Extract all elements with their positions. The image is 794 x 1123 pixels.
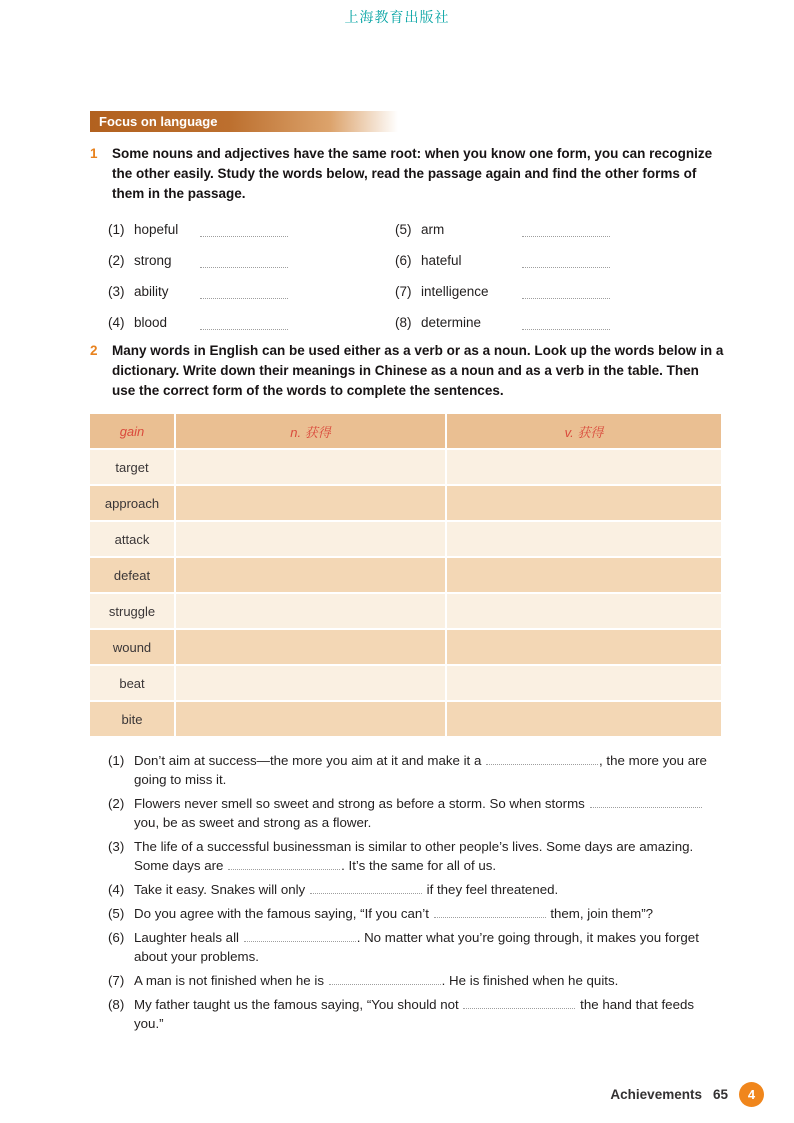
answer-blank [522,224,610,237]
word-item-number: (7) [395,284,412,299]
noun-meaning-cell [176,486,445,520]
sentence-after: . It’s the same for all of us. [341,858,497,873]
sentence-before: Flowers never smell so sweet and strong as before a storm. So when storms [134,796,585,811]
word-item-label: hateful [421,253,462,268]
answer-blank [200,317,288,330]
sentence-after: them, join them”? [550,906,654,921]
noun-meaning-cell [176,522,445,556]
unit-number-badge: 4 [739,1082,764,1107]
answer-blank [200,286,288,299]
sentence-text [134,904,724,923]
publisher-name: 上海教育出版社 [344,10,450,26]
sentence-text [134,995,724,1033]
sentence-text [134,928,724,966]
sentence-number: (1) [108,753,125,768]
sentence-before: Do you agree with the famous saying, “If you can’t [134,906,429,921]
table-header-verb: v. 获得 [447,414,721,448]
word-item-number: (8) [395,315,412,330]
fill-blank [310,883,422,894]
exercise-1-instructions: Some nouns and adjectives have the same root: when you know one form, you can recognize the other easily. Study the words below, read the passage again and find the other forms of them in the passage. [112,146,713,201]
verb-meaning-cell [447,558,721,592]
section-banner-title: Focus on language [99,114,218,129]
word-item-number: (1) [108,222,125,237]
table-word: attack [90,522,174,556]
table-word: approach [90,486,174,520]
word-item-number: (6) [395,253,412,268]
table-header-noun: n. 获得 [176,414,445,448]
sentence-after: . No matter what you’re going through, it makes you forget about your problems. [134,930,699,964]
verb-meaning-cell [447,486,721,520]
sentence-after: . He is finished when he quits. [441,973,619,988]
word-item-8 [395,305,610,336]
exercise-2-number: 2 [90,343,98,358]
exercise-1-number: 1 [90,146,98,161]
fill-blank [590,797,702,808]
word-item-number: (5) [395,222,412,237]
sentence-before: The life of a successful businessman is similar to other people’s lives. Some days are amazing. Some days are [134,839,694,873]
word-item-label: ability [134,284,169,299]
sentence-text [134,794,724,832]
fill-blank [329,974,441,985]
sentence-before: Don’t aim at success—the more you aim at it and make it a [134,753,482,768]
section-banner [90,111,398,132]
sentence-1 [108,751,724,789]
table-word: bite [90,702,174,736]
exercise-2-instructions: Many words in English can be used either as a verb or as a noun. Look up the words below in a dictionary. Write down their meanings in Chinese as a noun and as a verb in the table. Then use the correct form of the words to complete the sentences. [112,343,724,398]
table-word: beat [90,666,174,700]
word-item-label: determine [421,315,482,330]
word-item-3 [108,274,288,305]
word-item-4 [108,305,288,336]
fill-in-sentences [108,751,724,1038]
answer-blank [200,255,288,268]
table-word: wound [90,630,174,664]
noun-meaning-cell [176,666,445,700]
page-footer [610,1082,764,1107]
verb-meaning-cell [447,450,721,484]
word-item-number: (2) [108,253,125,268]
sentence-number: (3) [108,839,125,854]
noun-meaning-cell [176,594,445,628]
word-root-list [108,212,610,336]
word-item-6 [395,243,610,274]
exercise-1 [90,144,724,204]
word-item-7 [395,274,610,305]
sentence-3 [108,837,724,875]
sentence-4 [108,880,724,899]
table-word: defeat [90,558,174,592]
fill-blank [434,907,546,918]
fill-blank [228,859,340,870]
noun-verb-table [90,414,721,736]
table-word: target [90,450,174,484]
sentence-2 [108,794,724,832]
sentence-number: (8) [108,997,125,1012]
word-item-1 [108,212,288,243]
sentence-after: the hand that feeds you.” [134,997,695,1031]
sentence-6 [108,928,724,966]
sentence-before: Take it easy. Snakes will only [134,882,306,897]
sentence-text [134,751,724,789]
word-item-number: (4) [108,315,125,330]
sentence-text [134,880,724,899]
sentence-number: (5) [108,906,125,921]
sentence-5 [108,904,724,923]
word-item-label: arm [421,222,445,237]
noun-meaning-cell [176,702,445,736]
answer-blank [522,286,610,299]
sentence-before: My father taught us the famous saying, “You should not [134,997,459,1012]
answer-blank [522,255,610,268]
noun-meaning-cell [176,630,445,664]
noun-meaning-cell [176,450,445,484]
word-item-label: hopeful [134,222,179,237]
sentence-number: (6) [108,930,125,945]
exercise-2 [90,341,724,401]
sentence-before: A man is not finished when he is [134,973,324,988]
fill-blank [463,998,575,1009]
word-item-5 [395,212,610,243]
verb-meaning-cell [447,522,721,556]
verb-meaning-cell [447,630,721,664]
fill-blank [244,931,356,942]
word-item-label: blood [134,315,168,330]
word-item-2 [108,243,288,274]
word-item-label: intelligence [421,284,489,299]
footer-section-title: Achievements [610,1087,702,1102]
sentence-after: if they feel threatened. [426,882,559,897]
sentence-number: (7) [108,973,125,988]
sentence-after: , the more you are going to miss it. [134,753,707,787]
table-header-word: gain [90,414,174,448]
answer-blank [522,317,610,330]
footer-page-number: 65 [712,1087,728,1102]
sentence-after: you, be as sweet and strong as a flower. [134,815,372,830]
word-item-number: (3) [108,284,125,299]
sentence-7 [108,971,724,990]
sentence-number: (4) [108,882,125,897]
sentence-number: (2) [108,796,125,811]
table-word: struggle [90,594,174,628]
fill-blank [486,754,598,765]
sentence-text [134,837,724,875]
sentence-text [134,971,724,990]
verb-meaning-cell [447,594,721,628]
sentence-8 [108,995,724,1033]
sentence-before: Laughter heals all [134,930,239,945]
verb-meaning-cell [447,702,721,736]
answer-blank [200,224,288,237]
verb-meaning-cell [447,666,721,700]
word-item-label: strong [134,253,172,268]
noun-meaning-cell [176,558,445,592]
